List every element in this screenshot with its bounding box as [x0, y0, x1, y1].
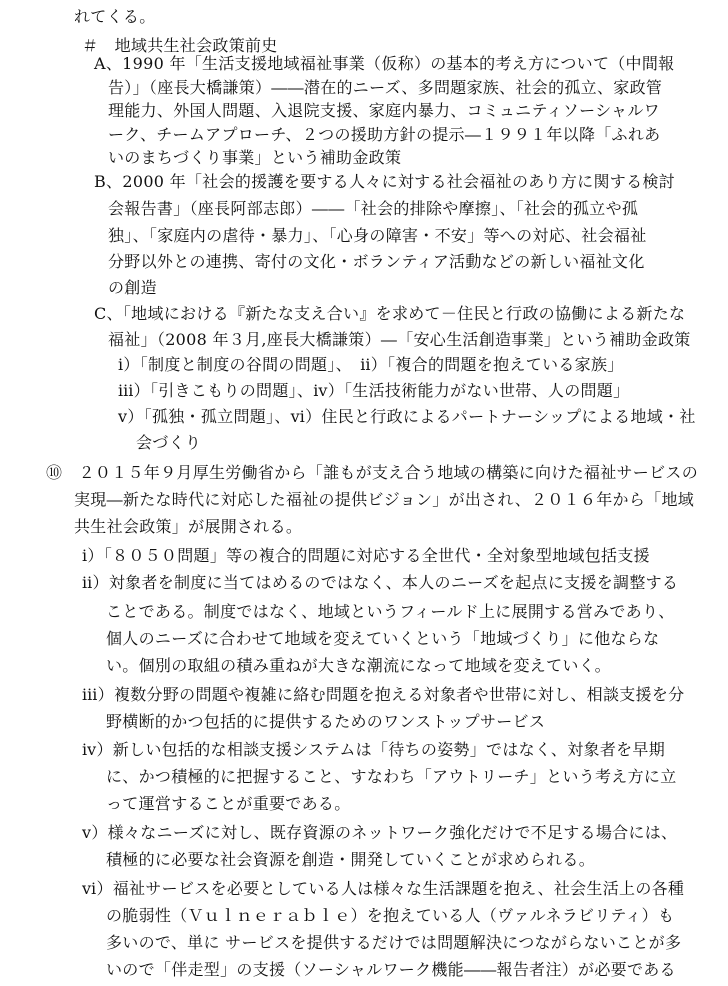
item-c-subitem: ⅰ）「制度と制度の谷間の問題」、 ⅱ）「複合的問題を抱えている家族」: [118, 355, 624, 374]
item-10-line: 実現―新たな時代に対応した福祉の提供ビジョン」が出され、２０１６年から「地域: [74, 490, 695, 509]
item-b-line: 独」、「家庭内の虐待・暴力」、「心身の障害・不安」等への対応、社会福祉: [108, 226, 647, 245]
item-a-line: 理能力、外国人問題、入退院支援、家庭内暴力、コミュニティソーシャルワ: [108, 101, 660, 120]
item-10-line: 共生社会政策」が展開される。: [74, 517, 303, 536]
item-c-subitem: 会づくり: [136, 433, 202, 452]
subitem-ii: ⅱ）対象者を制度に当てはめるのではなく、本人のニーズを起点に支援を調整する: [82, 573, 679, 592]
item-10-line: ⑩ ２０１５年９月厚生労働省から「誰もが支え合う地域の構築に向けた福祉サービスの: [46, 463, 699, 482]
item-a-line: 告）」（座長大橋謙策）――潜在的ニーズ、多問題家族、社会的孤立、家政管: [108, 78, 663, 97]
subitem-iv: ⅳ）新しい包括的な相談支援システムは「待ちの姿勢」ではなく、対象者を早期: [82, 740, 666, 759]
item-a-line: A、1990 年「生活支援地域福祉事業（仮称）の基本的考え方について（中間報: [94, 54, 675, 73]
subitem-iv: に、かつ積極的に把握すること、すなわち「アウトリーチ」という考え方に立: [106, 767, 677, 786]
item-c-subitem: ⅴ）「孤独・孤立問題」、ⅵ）住民と行政によるパートナーシップによる地域・社: [118, 407, 696, 426]
subitem-iv: って運営することが重要である。: [106, 794, 351, 813]
item-b-line: 分野以外との連携、寄付の文化・ボランティア活動などの新しい福祉文化: [108, 252, 645, 271]
item-c-subitem: ⅲ）「引きこもりの問題」、ⅳ）「生活技術能力がない世帯、人の問題」: [118, 381, 630, 400]
subitem-i: ⅰ）「８０５０問題」等の複合的問題に対応する全世代・全対象型地域包括支援: [82, 546, 650, 565]
item-b-line: 会報告書」（座長阿部志郎）――「社会的排除や摩擦」、「社会的孤立や孤: [108, 199, 639, 218]
subitem-vi: 多いので、単に サービスを提供するだけでは問題解決につながらないことが多: [106, 933, 682, 952]
text-line: れてくる。: [74, 7, 156, 26]
subitem-v: ⅴ）様々なニーズに対し、既存資源のネットワーク強化だけで不足する場合には、: [82, 823, 678, 842]
subitem-iii: 野横断的かつ包括的に提供するためのワンストップサービス: [106, 712, 546, 731]
section-heading: ＃ 地域共生社会政策前史: [82, 36, 278, 55]
item-c-line: C、「地域における『新たな支え合い』を求めて－住民と行政の協働による新たな: [94, 304, 686, 323]
item-c-line: 福祉」（2008 年３月,座長大橋謙策）―「安心生活創造事業」という補助金政策: [108, 330, 691, 349]
item-a-line: いのまちづくり事業」という補助金政策: [108, 148, 402, 167]
item-b-line: の創造: [108, 278, 157, 297]
subitem-vi: の脆弱性（Ｖｕｌｎｅｒａｂｌｅ）を抱えている人（ヴァルネラビリティ）も: [106, 906, 675, 925]
subitem-vi: ⅵ）福祉サービスを必要としている人は様々な生活課題を抱え、社会生活上の各種: [82, 879, 685, 898]
item-a-line: ーク、チームアプローチ、２つの援助方針の提示―１９９１年以降「ふれあ: [108, 125, 661, 144]
subitem-ii: ことである。制度ではなく、地域というフィールド上に展開する営みであり、: [106, 602, 675, 621]
item-b-line: B、2000 年「社会的援護を要する人々に対する社会福祉のあり方に関する検討: [94, 172, 675, 191]
subitem-iii: ⅲ）複数分野の問題や複雑に絡む問題を抱える対象者や世帯に対し、相談支援を分: [82, 685, 685, 704]
subitem-v: 積極的に必要な社会資源を創造・開発していくことが求められる。: [106, 850, 596, 869]
subitem-vi: いので「伴走型」の支援（ソーシャルワーク機能――報告者注）が必要である: [106, 960, 676, 979]
subitem-ii: 個人のニーズに合わせて地域を変えていくという「地域づくり」に他ならな: [106, 629, 660, 648]
subitem-ii: い。個別の取組の積み重ねが大きな潮流になって地域を変えていく。: [106, 656, 611, 675]
